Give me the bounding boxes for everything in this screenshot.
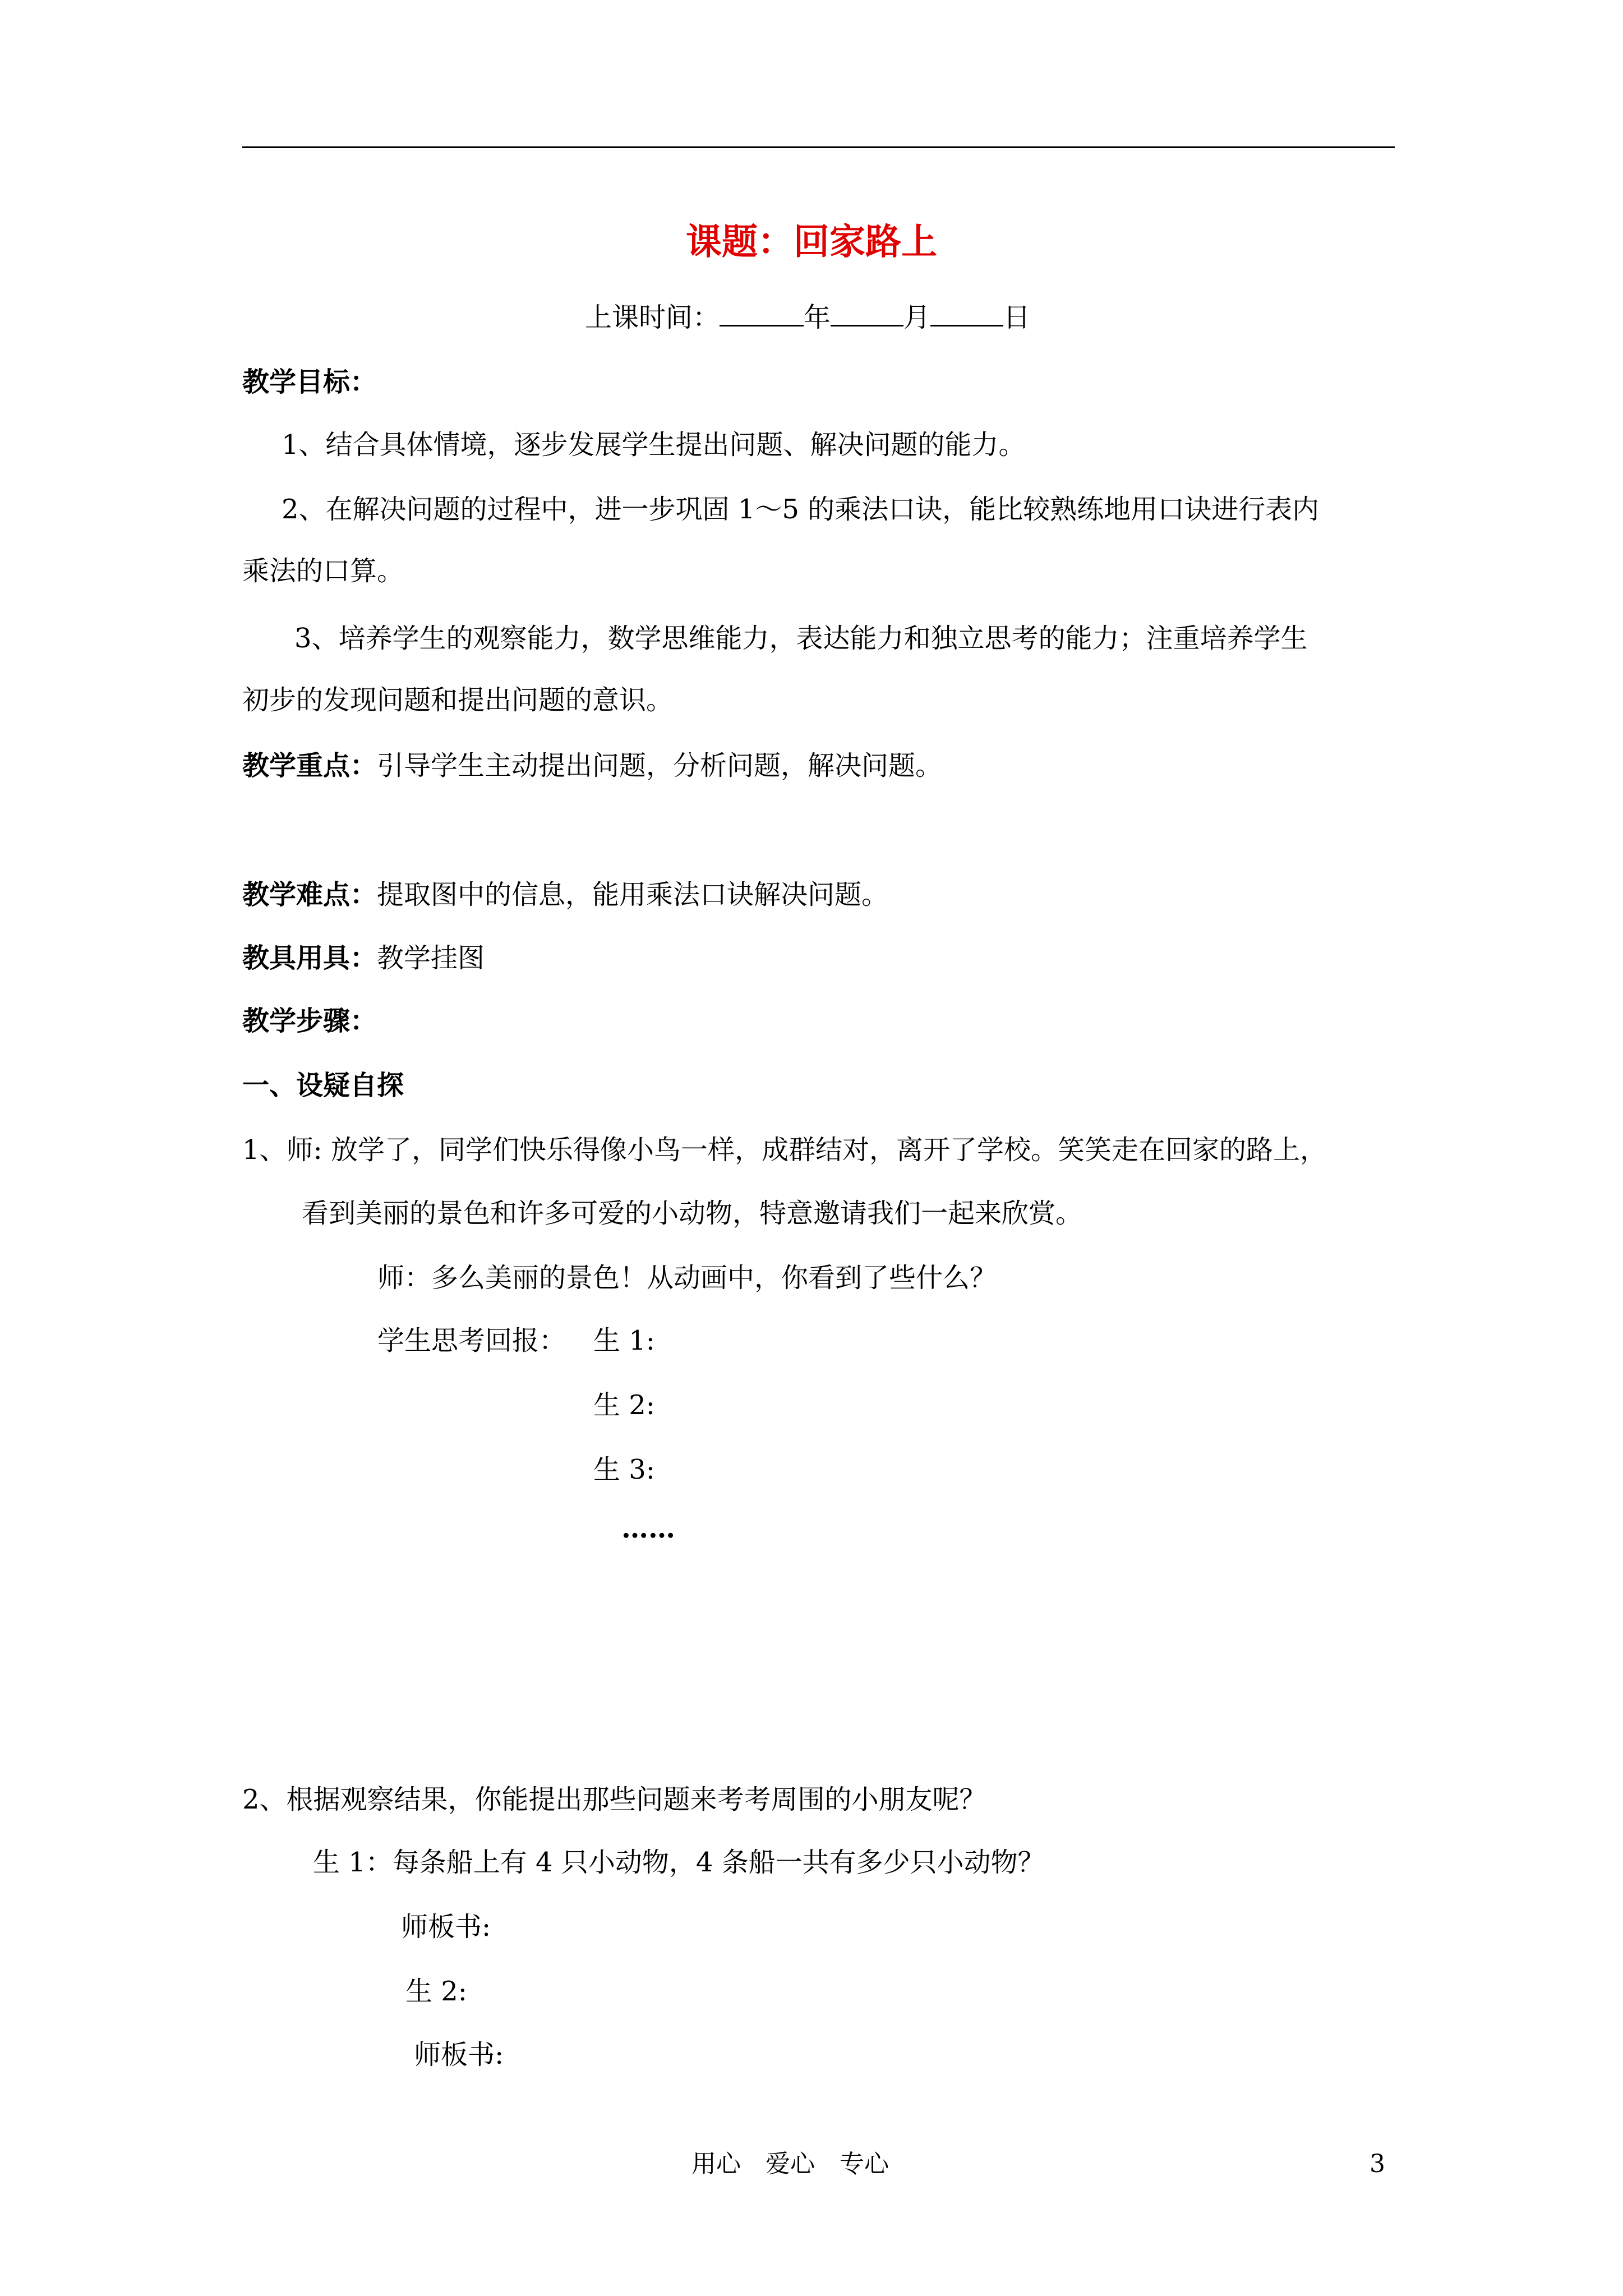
key-point-text: 引导学生主动提出问题，分析问题，解决问题。 xyxy=(377,750,943,781)
student-question-1: 生 1：每条船上有 4 只小动物，4 条船一共有多少只小动物？ xyxy=(313,1847,1045,1878)
objective-1: 1、结合具体情境，逐步发展学生提出问题、解决问题的能力。 xyxy=(282,429,1026,461)
class-time-label: 上课时间： xyxy=(585,302,720,333)
tools-text: 教学挂图 xyxy=(377,942,485,974)
student-3-answer: 生 3: xyxy=(593,1454,655,1485)
page-number: 3 xyxy=(1370,2150,1385,2178)
student-1-answer: 生 1: xyxy=(593,1325,655,1356)
page-title: 课题：回家路上 xyxy=(686,221,937,263)
day-blank[interactable] xyxy=(930,299,1003,326)
objectives-heading: 教学目标： xyxy=(242,366,377,398)
tools xyxy=(242,941,485,975)
step-2: 2、根据观察结果，你能提出那些问题来考考周围的小朋友呢？ xyxy=(242,1784,986,1815)
step-1-line-2: 看到美丽的景色和许多可爱的小动物，特意邀请我们一起来欣赏。 xyxy=(302,1198,1083,1229)
teacher-board-1: 师板书: xyxy=(401,1911,491,1943)
month-blank[interactable] xyxy=(831,299,903,326)
key-point-label: 教学重点： xyxy=(242,750,377,781)
objective-2-line-2: 乘法的口算。 xyxy=(242,555,404,587)
student-report-line xyxy=(377,1324,566,1358)
footer-motto: 用心 爱心 专心 xyxy=(691,2150,889,2178)
key-point xyxy=(242,749,942,783)
student-question-2: 生 2: xyxy=(405,1976,467,2007)
header-rule xyxy=(242,146,1395,148)
difficulty xyxy=(242,878,888,912)
section-1-heading: 一、设疑自探 xyxy=(242,1070,404,1101)
objective-3-line-1: 3、培养学生的观察能力，数学思维能力，表达能力和独立思考的能力；注重培养学生 xyxy=(294,623,1308,654)
year-blank[interactable] xyxy=(720,299,804,326)
difficulty-label: 教学难点： xyxy=(242,879,377,910)
teacher-board-2: 师板书: xyxy=(414,2039,504,2070)
steps-heading: 教学步骤： xyxy=(242,1005,377,1037)
teacher-question: 师：多么美丽的景色！从动画中，你看到了些什么？ xyxy=(377,1262,997,1294)
student-2-answer: 生 2: xyxy=(593,1389,655,1421)
class-time-line xyxy=(585,299,1030,334)
objective-2-line-1: 2、在解决问题的过程中，进一步巩固 1～5 的乘法口诀，能比较熟练地用口诀进行表内 xyxy=(282,494,1320,525)
student-report-label: 学生思考回报： xyxy=(377,1325,566,1356)
day-label: 日 xyxy=(1003,302,1031,333)
tools-label: 教具用具： xyxy=(242,942,377,974)
year-label: 年 xyxy=(804,302,831,333)
difficulty-text: 提取图中的信息，能用乘法口诀解决问题。 xyxy=(377,879,889,910)
ellipsis: …… xyxy=(621,1513,675,1544)
objective-3-line-2: 初步的发现问题和提出问题的意识。 xyxy=(242,684,674,716)
month-label: 月 xyxy=(903,302,931,333)
step-1-line-1: 1、师: 放学了，同学们快乐得像小鸟一样，成群结对，离开了学校。笑笑走在回家的路上， xyxy=(242,1134,1327,1166)
